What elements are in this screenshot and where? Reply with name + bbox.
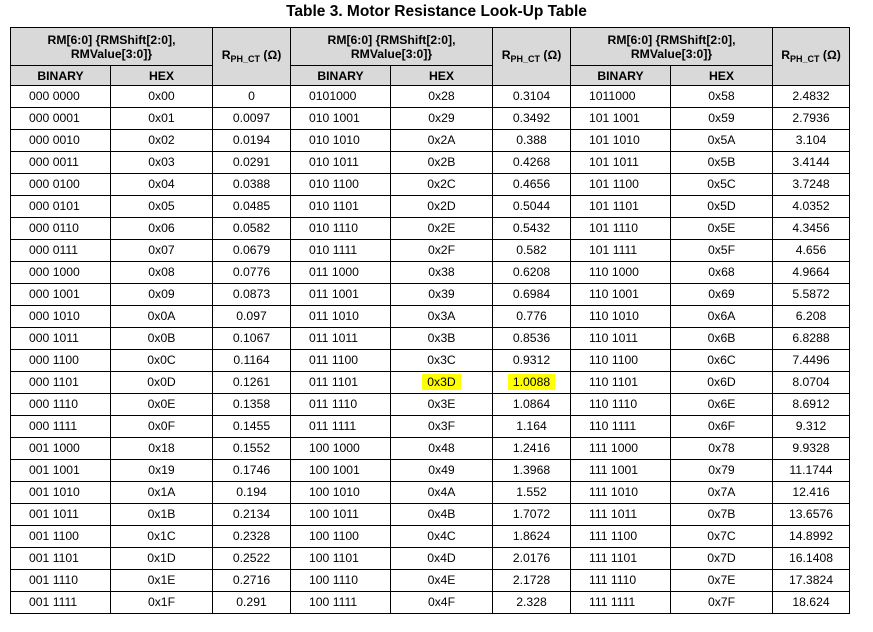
hex-cell: 0x6C: [671, 350, 773, 372]
hex-cell: 0x3A: [391, 306, 493, 328]
rph-cell: 0.1067: [213, 328, 291, 350]
rph-cell: 0.4656: [493, 174, 571, 196]
binary-cell: 000 1011: [11, 328, 111, 350]
binary-cell: 011 1011: [291, 328, 391, 350]
binary-cell: 111 1100: [571, 526, 671, 548]
hex-cell: 0x38: [391, 262, 493, 284]
hex-cell: 0x00: [111, 86, 213, 108]
hex-cell: 0x4C: [391, 526, 493, 548]
rph-cell: 0.0873: [213, 284, 291, 306]
binary-cell: 010 1110: [291, 218, 391, 240]
rph-cell: 0.776: [493, 306, 571, 328]
binary-cell: 100 1110: [291, 570, 391, 592]
hex-header: HEX: [391, 66, 493, 86]
rph-cell: 0.1746: [213, 460, 291, 482]
hex-cell: 0x02: [111, 130, 213, 152]
binary-cell: 011 1010: [291, 306, 391, 328]
rph-cell: 0.0776: [213, 262, 291, 284]
hex-cell: 0x6E: [671, 394, 773, 416]
rph-header: [773, 28, 850, 86]
binary-cell: 001 1000: [11, 438, 111, 460]
rph-symbol: R: [221, 47, 231, 62]
hex-cell: 0x4E: [391, 570, 493, 592]
rph-cell: 13.6576: [773, 504, 850, 526]
binary-cell: 010 1011: [291, 152, 391, 174]
hex-cell: 0x6A: [671, 306, 773, 328]
rph-cell: 0.194: [213, 482, 291, 504]
hex-cell: 0x7B: [671, 504, 773, 526]
hex-cell: 0x5D: [671, 196, 773, 218]
rph-cell: 1.552: [493, 482, 571, 504]
rph-cell: [493, 372, 571, 394]
rph-cell: 0.1358: [213, 394, 291, 416]
rph-cell: 0.388: [493, 130, 571, 152]
binary-cell: 1011000: [571, 86, 671, 108]
hex-cell: 0x79: [671, 460, 773, 482]
rph-subscript: PH_CT: [510, 53, 541, 64]
table-row: [11, 350, 850, 372]
hex-cell: 0x2F: [391, 240, 493, 262]
table-row: [11, 108, 850, 130]
rph-cell: 0.0291: [213, 152, 291, 174]
group-header: [11, 28, 213, 66]
hex-cell: 0x0A: [111, 306, 213, 328]
table-body: [11, 86, 850, 614]
table-row: [11, 570, 850, 592]
hex-cell: 0x3C: [391, 350, 493, 372]
table-row: [11, 152, 850, 174]
hex-cell: 0x1D: [111, 548, 213, 570]
binary-cell: 100 1001: [291, 460, 391, 482]
table-row: [11, 174, 850, 196]
table-row: [11, 306, 850, 328]
binary-cell: 001 1111: [11, 592, 111, 614]
binary-cell: 101 1110: [571, 218, 671, 240]
binary-cell: 111 1101: [571, 548, 671, 570]
rph-cell: 4.656: [773, 240, 850, 262]
rph-cell: 16.1408: [773, 548, 850, 570]
binary-cell: 010 1101: [291, 196, 391, 218]
hex-cell: 0x78: [671, 438, 773, 460]
binary-cell: 110 1111: [571, 416, 671, 438]
table-row: [11, 482, 850, 504]
hex-cell: 0x0B: [111, 328, 213, 350]
rph-cell: 0.0485: [213, 196, 291, 218]
binary-cell: 000 1010: [11, 306, 111, 328]
rph-cell: 4.9664: [773, 262, 850, 284]
rph-cell: 0.0194: [213, 130, 291, 152]
rph-cell: 0.5432: [493, 218, 571, 240]
rph-cell: 0.0388: [213, 174, 291, 196]
hex-cell: 0x0E: [111, 394, 213, 416]
rph-cell: 9.9328: [773, 438, 850, 460]
binary-cell: 110 1010: [571, 306, 671, 328]
table-row: [11, 548, 850, 570]
rph-cell: 0.0582: [213, 218, 291, 240]
binary-cell: 001 1101: [11, 548, 111, 570]
rph-cell: 0.0679: [213, 240, 291, 262]
hex-cell: 0x1B: [111, 504, 213, 526]
binary-cell: 101 1010: [571, 130, 671, 152]
hex-cell: 0x58: [671, 86, 773, 108]
hex-cell: 0x1C: [111, 526, 213, 548]
binary-cell: 011 1000: [291, 262, 391, 284]
binary-cell: 000 0101: [11, 196, 111, 218]
binary-cell: 101 1100: [571, 174, 671, 196]
rph-symbol: R: [781, 47, 790, 62]
rph-cell: 17.3824: [773, 570, 850, 592]
hex-cell: 0x5A: [671, 130, 773, 152]
hex-cell: 0x1F: [111, 592, 213, 614]
hex-cell: 0x0C: [111, 350, 213, 372]
rph-cell: 0.6208: [493, 262, 571, 284]
hex-cell: [391, 372, 493, 394]
rph-cell: 0.4268: [493, 152, 571, 174]
binary-cell: 000 0000: [11, 86, 111, 108]
hex-cell: 0x4F: [391, 592, 493, 614]
rph-cell: 0: [213, 86, 291, 108]
rph-cell: 3.104: [773, 130, 850, 152]
motor-resistance-table: [10, 27, 850, 614]
rph-cell: 8.0704: [773, 372, 850, 394]
table-row: [11, 504, 850, 526]
hex-header: HEX: [671, 66, 773, 86]
hex-cell: 0x48: [391, 438, 493, 460]
header-row-groups: [11, 28, 850, 66]
binary-cell: 011 1100: [291, 350, 391, 372]
hex-cell: 0x01: [111, 108, 213, 130]
hex-cell: 0x4D: [391, 548, 493, 570]
rph-cell: 5.5872: [773, 284, 850, 306]
hex-cell: 0x5F: [671, 240, 773, 262]
rph-cell: 2.7936: [773, 108, 850, 130]
hex-cell: 0x3F: [391, 416, 493, 438]
binary-cell: 101 1011: [571, 152, 671, 174]
rph-cell: 0.1552: [213, 438, 291, 460]
hex-cell: 0x49: [391, 460, 493, 482]
table-row: [11, 130, 850, 152]
binary-cell: 110 1011: [571, 328, 671, 350]
hex-cell: 0x2E: [391, 218, 493, 240]
rph-cell: 1.0864: [493, 394, 571, 416]
binary-header: BINARY: [291, 66, 391, 86]
hex-cell: 0x4A: [391, 482, 493, 504]
rph-cell: 6.208: [773, 306, 850, 328]
table-row: [11, 196, 850, 218]
group-header-line2: RMValue[3:0]}: [70, 46, 153, 61]
rph-cell: 0.3104: [493, 86, 571, 108]
table-row: [11, 592, 850, 614]
binary-cell: 000 1111: [11, 416, 111, 438]
rph-cell: 0.582: [493, 240, 571, 262]
binary-cell: 001 1110: [11, 570, 111, 592]
binary-cell: 101 1001: [571, 108, 671, 130]
rph-cell: 1.7072: [493, 504, 571, 526]
hex-cell: 0x0D: [111, 372, 213, 394]
rph-symbol: R: [501, 47, 511, 62]
hex-cell: 0x68: [671, 262, 773, 284]
highlighted-value: 1.0088: [508, 374, 555, 390]
binary-header: BINARY: [571, 66, 671, 86]
hex-cell: 0x5B: [671, 152, 773, 174]
hex-cell: 0x69: [671, 284, 773, 306]
highlighted-value: 0x3D: [422, 374, 460, 390]
binary-cell: 110 1001: [571, 284, 671, 306]
rph-cell: 0.1455: [213, 416, 291, 438]
group-header: [291, 28, 493, 66]
hex-cell: 0x7C: [671, 526, 773, 548]
binary-cell: 111 1001: [571, 460, 671, 482]
table-row: [11, 416, 850, 438]
group-header-line1: RM[6:0] {RMShift[2:0],: [607, 32, 736, 47]
hex-cell: 0x04: [111, 174, 213, 196]
binary-cell: 101 1101: [571, 196, 671, 218]
table-row: [11, 460, 850, 482]
binary-cell: 110 1110: [571, 394, 671, 416]
rph-unit: (Ω): [540, 47, 562, 62]
rph-cell: 4.3456: [773, 218, 850, 240]
hex-cell: 0x07: [111, 240, 213, 262]
binary-cell: 0101000: [291, 86, 391, 108]
hex-cell: 0x39: [391, 284, 493, 306]
rph-cell: 0.1261: [213, 372, 291, 394]
hex-cell: 0x0F: [111, 416, 213, 438]
binary-cell: 110 1101: [571, 372, 671, 394]
binary-cell: 000 1001: [11, 284, 111, 306]
hex-cell: 0x19: [111, 460, 213, 482]
binary-cell: 000 0110: [11, 218, 111, 240]
hex-cell: 0x7F: [671, 592, 773, 614]
binary-cell: 011 1111: [291, 416, 391, 438]
table-title: Table 3. Motor Resistance Look-Up Table: [286, 3, 587, 20]
rph-cell: 7.4496: [773, 350, 850, 372]
binary-cell: 100 1010: [291, 482, 391, 504]
binary-cell: 000 0111: [11, 240, 111, 262]
hex-cell: 0x5E: [671, 218, 773, 240]
binary-cell: 100 1111: [291, 592, 391, 614]
binary-cell: 110 1000: [571, 262, 671, 284]
hex-cell: 0x05: [111, 196, 213, 218]
rph-cell: 0.2134: [213, 504, 291, 526]
hex-cell: 0x09: [111, 284, 213, 306]
group-header-line2: RMValue[3:0]}: [350, 46, 433, 61]
binary-cell: 111 1000: [571, 438, 671, 460]
binary-cell: 001 1100: [11, 526, 111, 548]
table-row: [11, 86, 850, 108]
header-row-columns: [11, 66, 850, 86]
rph-cell: 2.1728: [493, 570, 571, 592]
hex-cell: 0x3E: [391, 394, 493, 416]
rph-cell: 0.0097: [213, 108, 291, 130]
rph-cell: 0.1164: [213, 350, 291, 372]
hex-cell: 0x08: [111, 262, 213, 284]
rph-cell: 0.9312: [493, 350, 571, 372]
rph-unit: (Ω): [819, 47, 841, 62]
rph-cell: 1.8624: [493, 526, 571, 548]
rph-cell: 2.328: [493, 592, 571, 614]
binary-cell: 000 1101: [11, 372, 111, 394]
hex-cell: 0x5C: [671, 174, 773, 196]
rph-cell: 1.3968: [493, 460, 571, 482]
hex-cell: 0x18: [111, 438, 213, 460]
rph-subscript: PH_CT: [230, 53, 261, 64]
rph-cell: 8.6912: [773, 394, 850, 416]
binary-cell: 011 1101: [291, 372, 391, 394]
group-header-line1: RM[6:0] {RMShift[2:0],: [327, 32, 456, 47]
binary-cell: 111 1010: [571, 482, 671, 504]
binary-cell: 111 1111: [571, 592, 671, 614]
binary-cell: 010 1010: [291, 130, 391, 152]
rph-cell: 0.2522: [213, 548, 291, 570]
hex-cell: 0x59: [671, 108, 773, 130]
rph-cell: 0.2716: [213, 570, 291, 592]
hex-cell: 0x1E: [111, 570, 213, 592]
rph-cell: 0.8536: [493, 328, 571, 350]
rph-cell: 0.097: [213, 306, 291, 328]
hex-cell: 0x06: [111, 218, 213, 240]
table-row: [11, 284, 850, 306]
rph-cell: 3.7248: [773, 174, 850, 196]
rph-cell: 2.4832: [773, 86, 850, 108]
table-row: [11, 372, 850, 394]
hex-cell: 0x7A: [671, 482, 773, 504]
rph-cell: 4.0352: [773, 196, 850, 218]
hex-cell: 0x3B: [391, 328, 493, 350]
table-row: [11, 262, 850, 284]
hex-cell: 0x2B: [391, 152, 493, 174]
table-row: [11, 438, 850, 460]
hex-cell: 0x6F: [671, 416, 773, 438]
rph-cell: 0.3492: [493, 108, 571, 130]
rph-cell: 18.624: [773, 592, 850, 614]
binary-cell: 001 1011: [11, 504, 111, 526]
table-row: [11, 328, 850, 350]
group-header-line2: RMValue[3:0]}: [630, 46, 713, 61]
hex-cell: 0x2D: [391, 196, 493, 218]
binary-cell: 000 1100: [11, 350, 111, 372]
rph-header: [213, 28, 291, 86]
binary-cell: 010 1100: [291, 174, 391, 196]
binary-cell: 000 0100: [11, 174, 111, 196]
binary-cell: 100 1011: [291, 504, 391, 526]
binary-cell: 101 1111: [571, 240, 671, 262]
group-header: [571, 28, 773, 66]
rph-cell: 1.2416: [493, 438, 571, 460]
binary-cell: 000 1000: [11, 262, 111, 284]
hex-cell: 0x1A: [111, 482, 213, 504]
binary-cell: 000 0010: [11, 130, 111, 152]
group-header-line1: RM[6:0] {RMShift[2:0],: [47, 32, 176, 47]
rph-cell: 0.5044: [493, 196, 571, 218]
binary-cell: 000 1110: [11, 394, 111, 416]
hex-cell: 0x2C: [391, 174, 493, 196]
rph-cell: 14.8992: [773, 526, 850, 548]
binary-cell: 001 1001: [11, 460, 111, 482]
binary-cell: 010 1111: [291, 240, 391, 262]
hex-header: HEX: [111, 66, 213, 86]
hex-cell: 0x6D: [671, 372, 773, 394]
rph-cell: 3.4144: [773, 152, 850, 174]
binary-cell: 000 0001: [11, 108, 111, 130]
binary-cell: 000 0011: [11, 152, 111, 174]
hex-cell: 0x29: [391, 108, 493, 130]
binary-cell: 011 1001: [291, 284, 391, 306]
rph-cell: 0.6984: [493, 284, 571, 306]
hex-cell: 0x4B: [391, 504, 493, 526]
binary-cell: 011 1110: [291, 394, 391, 416]
hex-cell: 0x7E: [671, 570, 773, 592]
rph-subscript: PH_CT: [790, 53, 820, 64]
table-row: [11, 240, 850, 262]
table-row: [11, 394, 850, 416]
binary-cell: 100 1000: [291, 438, 391, 460]
rph-cell: 12.416: [773, 482, 850, 504]
hex-cell: 0x28: [391, 86, 493, 108]
table-row: [11, 218, 850, 240]
rph-cell: 1.164: [493, 416, 571, 438]
rph-cell: 0.2328: [213, 526, 291, 548]
binary-header: BINARY: [11, 66, 111, 86]
binary-cell: 001 1010: [11, 482, 111, 504]
rph-header: [493, 28, 571, 86]
rph-cell: 0.291: [213, 592, 291, 614]
hex-cell: 0x2A: [391, 130, 493, 152]
rph-unit: (Ω): [260, 47, 282, 62]
rph-cell: 2.0176: [493, 548, 571, 570]
rph-cell: 11.1744: [773, 460, 850, 482]
binary-cell: 100 1101: [291, 548, 391, 570]
rph-cell: 9.312: [773, 416, 850, 438]
table-row: [11, 526, 850, 548]
hex-cell: 0x6B: [671, 328, 773, 350]
binary-cell: 100 1100: [291, 526, 391, 548]
binary-cell: 010 1001: [291, 108, 391, 130]
binary-cell: 110 1100: [571, 350, 671, 372]
hex-cell: 0x03: [111, 152, 213, 174]
hex-cell: 0x7D: [671, 548, 773, 570]
rph-cell: 6.8288: [773, 328, 850, 350]
binary-cell: 111 1011: [571, 504, 671, 526]
binary-cell: 111 1110: [571, 570, 671, 592]
